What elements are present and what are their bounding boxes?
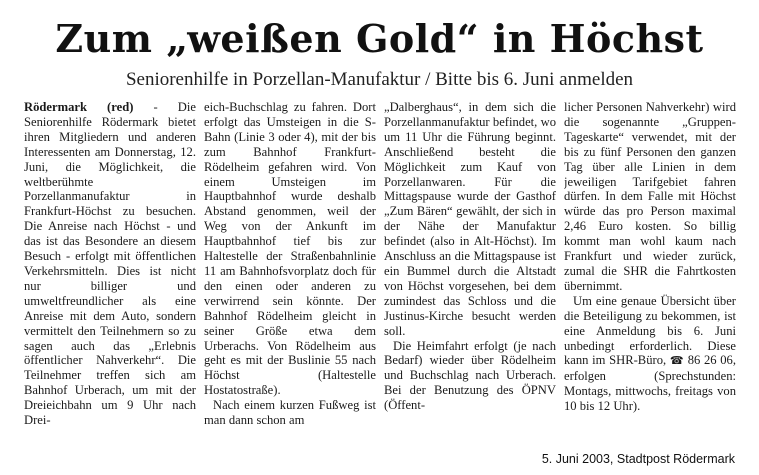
headline: Zum „weißen Gold“ in Höchst [55,16,704,61]
column-2 [204,100,376,440]
paragraph [564,294,736,414]
column-1 [24,100,196,440]
dateline: Rödermark (red) [24,100,134,114]
column-3 [384,100,556,440]
paragraph: Nach einem kurzen Fußweg ist man dann schon am [204,398,376,428]
subheadline: Seniorenhilfe in Porzellan-Manufaktur / Bitte bis 6. Juni anmelden [125,69,634,90]
source-footer: 5. Juni 2003, Stadtpost Rödermark [541,452,735,466]
paragraph-text: - Die Seniorenhilfe Rödermark bietet ihren Mitgliedern und anderen Interessenten am Donnerstag, 12. Juni, die Möglichkeit, die weltberühmte Porzellanmanufaktur in Frankfurt-Höchst zu besuchen. Die Anreise nach Höchst - und das ist das Besondere an diesem Besuch - erfolgt mit öffentlichen Verkehrsmitteln. Dies ist nicht nur billiger und umweltfreundlicher als eine Anreise mit dem Auto, sondern vermittelt den Teilnehmern so zu sagen auch das „Erlebnis öffentlicher Nahverkehr“. Die Teilnehmer treffen sich am Bahnhof Urberach, um mit der Dreieichbahn um 9 Uhr nach Drei- [24,100,196,428]
telephone-icon: ☎ [669,354,685,368]
paragraph: eich-Buchschlag zu fahren. Dort erfolgt das Umsteigen in die S-Bahn (Linie 3 oder 4), mit der bis zum Bahnhof Frankfurt-Rödelheim gefahren wird. Von einem Umsteigen im Hauptbahnhof wurde deshalb Abstand genommen, weil der Weg von der Ankunft im Hauptbahnhof tief bis zur Haltestelle der Straßenbahnlinie 11 am Bahnhofsvorplatz doch für den einen oder anderen zu verwirrend sein könnte. Der Bahnhof Rödelheim gleicht in seiner Größe etwa dem Urberachs. Von Rödelheim aus geht es mit der Buslinie 55 nach Höchst (Haltestelle Hostatostraße). [204,100,376,398]
article-body [24,100,736,440]
paragraph: „Dalberghaus“, in dem sich die Porzellanmanufaktur befindet, wo um 11 Uhr die Führung beginnt. Anschließend besteht die Möglichkeit zum Kauf von Porzellanwaren. Für die Mittagspause wurde der Gasthof „Zum Bären“ gewählt, der sich in der Nähe der Manufaktur befindet (also in Alt-Höchst). Im Anschluss an die Mittagspause ist ein Bummel durch die Altstadt von Höchst vorgesehen, bei dem zumindest das Schloss und die Justinus-Kirche besucht werden soll. [384,100,556,338]
paragraph: Die Heimfahrt erfolgt (je nach Bedarf) wieder über Rödelheim und Buchschlag nach Urberach. Bei der Benutzung des ÖPNV (Öffent- [384,338,556,413]
phone-text: 86 26 06, erfolgen (Sprechstunden: Montags, mittwochs, freitags von 10 bis 12 Uhr). [564,353,736,414]
column-4 [564,100,736,440]
paragraph-text: Um eine genaue Übersicht über die Beteiligung zu bekommen, ist eine Anmeldung bis 6. Juni unbedingt erforderlich. Diese kann im SHR-Büro, [564,293,736,368]
paragraph: licher Personen Nahverkehr) wird die sogenannte „Gruppen-Tageskarte“ verwendet, mit der bis zu fünf Personen den ganzen Tag über alle Linien in dem jeweiligen Tarifgebiet fahren dürfen. In dem Falle mit Höchst würde das pro Person maximal 2,46 Euro kosten. So billig kommt man wohl kaum nach Frankfurt und wieder zurück, zumal die SHR die Fahrtkosten übernimmt. [564,100,736,293]
paragraph [24,100,196,428]
